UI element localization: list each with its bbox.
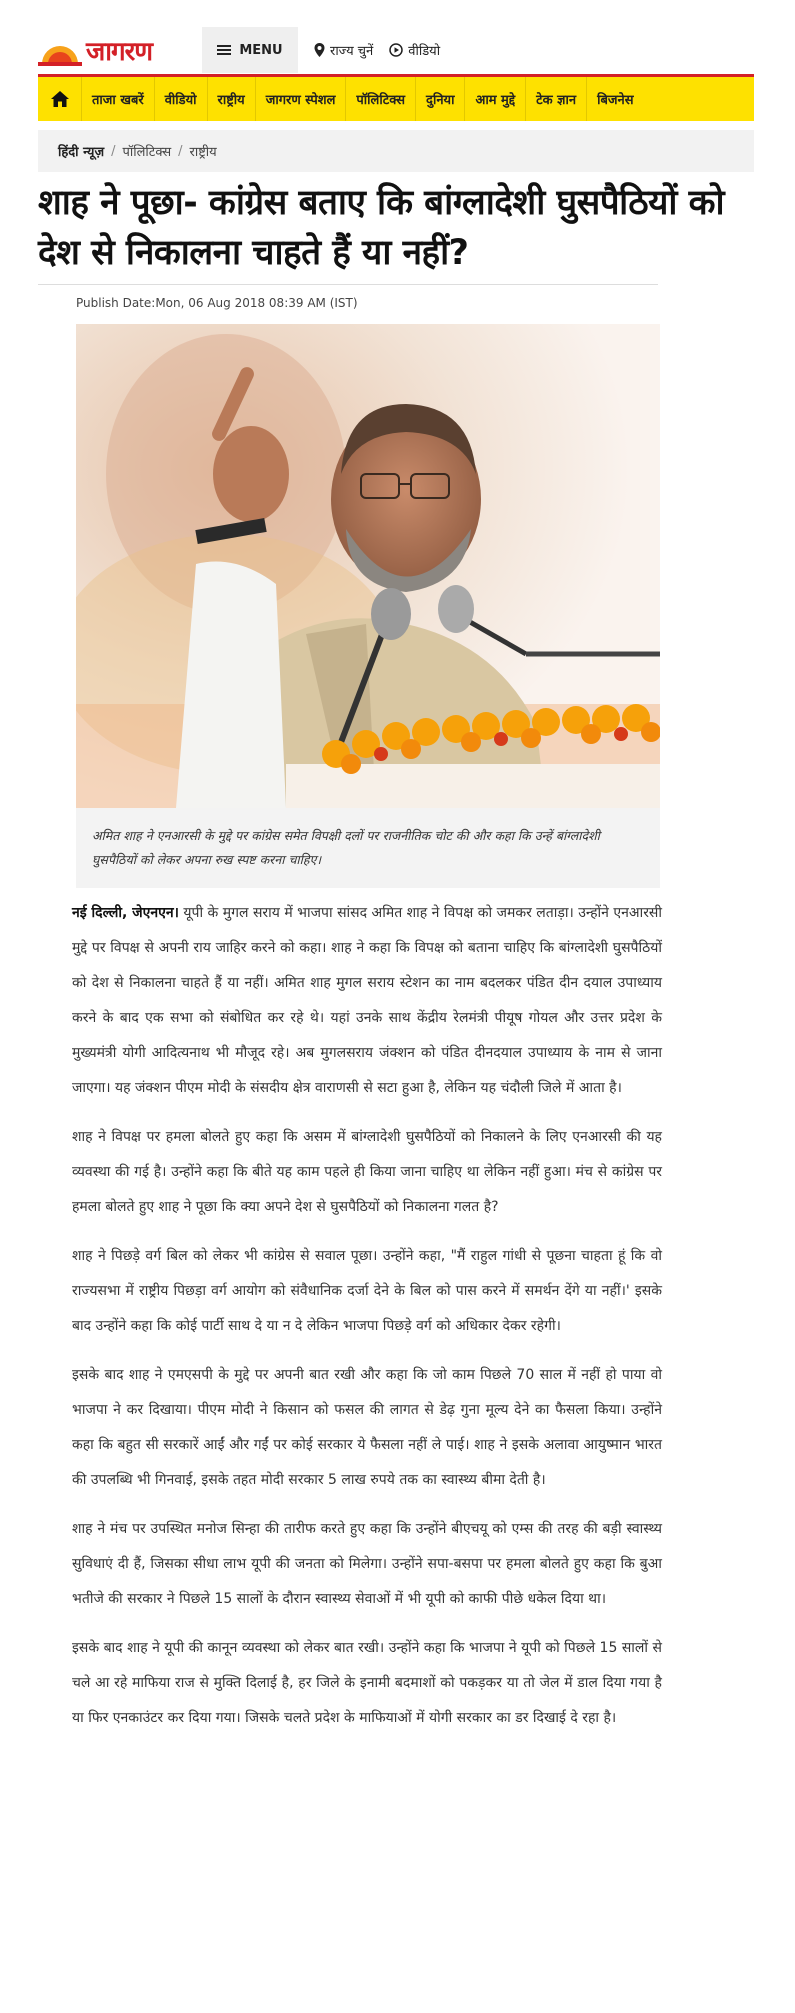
article-dateline: नई दिल्ली, जेएनएन। (72, 905, 179, 921)
nav-item-business[interactable]: बिजनेस (597, 93, 634, 108)
article-paragraph: इसके बाद शाह ने यूपी की कानून व्यवस्था को लेकर बात रखी। उन्होंने कहा कि भाजपा ने यूपी को पिछले 15 सालों से चले आ रहे माफिया राज से मुक्ति दिलाई है, हर जिले के इनामी बदमाशों को पकड़कर या तो जेल में डाल दिया गया है या फिर एनकाउंटर कर दिया गया। जिसके चलते प्रदेश के माफियाओं में योगी सरकार का डर दिखाई दे रहा है। (72, 1640, 662, 1726)
menu-label: MENU (239, 42, 283, 58)
hamburger-icon (217, 45, 231, 55)
breadcrumb-national[interactable]: राष्ट्रीय (189, 145, 217, 160)
video-link[interactable] (389, 41, 440, 59)
paragraph-text: यूपी के मुगल सराय में भाजपा सांसद अमित शाह ने विपक्ष को जमकर लताड़ा। उन्होंने एनआरसी मुद्दे पर विपक्ष से अपनी राय जाहिर करने को कहा। शाह ने कहा कि विपक्ष को बताना चाहिए कि बांग्लादेशी घुसपैठियों को देश से निकालना चाहते हैं या नहीं। अमित शाह मुगल सराय स्टेशन का नाम बदलकर पंडित दीन दयाल उपाध्याय करने के बाद एक सभा को संबोधित कर रहे थे। यहां उनके साथ केंद्रीय रेलमंत्री पीयूष गोयल और उत्तर प्रदेश के मुख्यमंत्री योगी आदित्यनाथ भी मौजूद रहे। अब मुगलसराय जंक्शन को पंडित दीनदयाल उपाध्याय के नाम से जाना जाएगा। यह जंक्शन पीएम मोदी के संसदीय क्षेत्र वाराणसी से सटा हुआ है, लेकिन यह चंदौली जिले में आता है। (72, 905, 663, 1096)
state-select-label: राज्य चुनें (330, 44, 374, 59)
nav-item-national[interactable]: राष्ट्रीय (208, 77, 256, 121)
location-pin-icon (314, 43, 325, 57)
play-circle-icon (389, 43, 403, 57)
nav-item-politics[interactable]: पॉलिटिक्स (346, 77, 416, 121)
nav-item-latest[interactable]: ताजा खबरें (82, 77, 155, 121)
state-select-link[interactable] (314, 41, 373, 59)
video-link-label: वीडियो (408, 44, 441, 59)
article-body (72, 896, 662, 1750)
article-paragraph: शाह ने विपक्ष पर हमला बोलते हुए कहा कि असम में बांग्लादेशी घुसपैठियों को निकालने के लिए एनआरसी की यह व्यवस्था की गई है। उन्होंने कहा कि बीते यह काम पहले ही किया जाना चाहिए था लेकिन नहीं हुआ। मंच से कांग्रेस पर हमला बोलते हुए शाह ने पूछा कि क्या अपने देश से घुसपैठियों को निकालना गलत है? (72, 1129, 662, 1215)
home-icon (50, 90, 70, 108)
headline-divider (38, 284, 658, 285)
breadcrumb-separator: / (111, 143, 116, 159)
site-logo[interactable] (38, 24, 198, 76)
breadcrumb (38, 130, 754, 172)
photo-caption: अमित शाह ने एनआरसी के मुद्दे पर कांग्रेस समेत विपक्षी दलों पर राजनीतिक चोट की और कहा कि उन्हें बांग्लादेशी घुसपैठियों को लेकर अपना रुख स्पष्ट करना चाहिए। (92, 828, 600, 867)
article-paragraph: शाह ने पिछड़े वर्ग बिल को लेकर भी कांग्रेस से सवाल पूछा। उन्होंने कहा, "मैं राहुल गांधी से पूछना चाहता हूं कि वो राज्यसभा में राष्ट्रीय पिछड़ा वर्ग आयोग को संवैधानिक दर्जा देने के बिल को पास करने में समर्थन देंगे या नहीं।' इसके बाद उन्होंने कहा कि कोई पार्टी साथ दे या न दे लेकिन भाजपा पिछड़े वर्ग को अधिकार देकर रहेगी। (72, 1248, 662, 1334)
nav-item-tech[interactable]: टेक ज्ञान (526, 77, 587, 121)
article-paragraph (72, 896, 662, 1106)
nav-item-world[interactable]: दुनिया (416, 77, 465, 121)
breadcrumb-home[interactable]: हिंदी न्यूज़ (58, 145, 105, 160)
site-header (38, 24, 754, 76)
nav-home-button[interactable] (38, 77, 82, 121)
main-nav (38, 77, 754, 121)
nav-item-video[interactable]: वीडियो (155, 77, 208, 121)
sun-logo-icon (38, 40, 82, 66)
logo-text: जागरण (86, 37, 153, 67)
nav-item-common-issues[interactable]: आम मुद्दे (465, 77, 526, 121)
article-headline: शाह ने पूछा- कांग्रेस बताए कि बांग्लादेशी घुसपैठियों को देश से निकालना चाहते हैं या नहीं? (38, 183, 725, 273)
breadcrumb-politics[interactable]: पॉलिटिक्स (122, 145, 172, 160)
article-paragraph: इसके बाद शाह ने एमएसपी के मुद्दे पर अपनी बात रखी और कहा कि जो काम पिछले 70 साल में नहीं हो पाया वो भाजपा ने कर दिखाया। पीएम मोदी ने किसान को फसल की लागत से डेढ़ गुना मूल्य देने का फैसला किया। उन्होंने कहा कि बहुत सी सरकारें आईं और गईं पर कोई सरकार ये फैसला नहीं ले पाई। शाह ने इसके अलावा आयुष्मान भारत की उपलब्धि भी गिनवाई, इसके तहत मोदी सरकार 5 लाख रुपये तक का स्वास्थ्य बीमा देती है। (72, 1367, 662, 1488)
article-paragraph: शाह ने मंच पर उपस्थित मनोज सिन्हा की तारीफ करते हुए कहा कि उन्होंने बीएचयू को एम्स की तरह की बड़ी स्वास्थ्य सुविधाएं दी हैं, जिसका सीधा लाभ यूपी की जनता को मिलेगा। उन्होंने सपा-बसपा पर हमला बोलते हुए कहा कि बुआ भतीजे की सरकार ने पिछले 15 सालों के दौरान स्वास्थ्य सेवाओं में भी यूपी को काफी पीछे धकेल दिया था। (72, 1521, 662, 1607)
breadcrumb-separator: / (178, 143, 183, 159)
menu-button[interactable] (202, 27, 298, 73)
publish-date: Publish Date:Mon, 06 Aug 2018 08:39 AM (IST) (76, 296, 358, 310)
photo-caption-box (76, 808, 660, 888)
article-photo[interactable] (76, 324, 660, 808)
nav-item-jagran-special[interactable]: जागरण स्पेशल (256, 77, 347, 121)
